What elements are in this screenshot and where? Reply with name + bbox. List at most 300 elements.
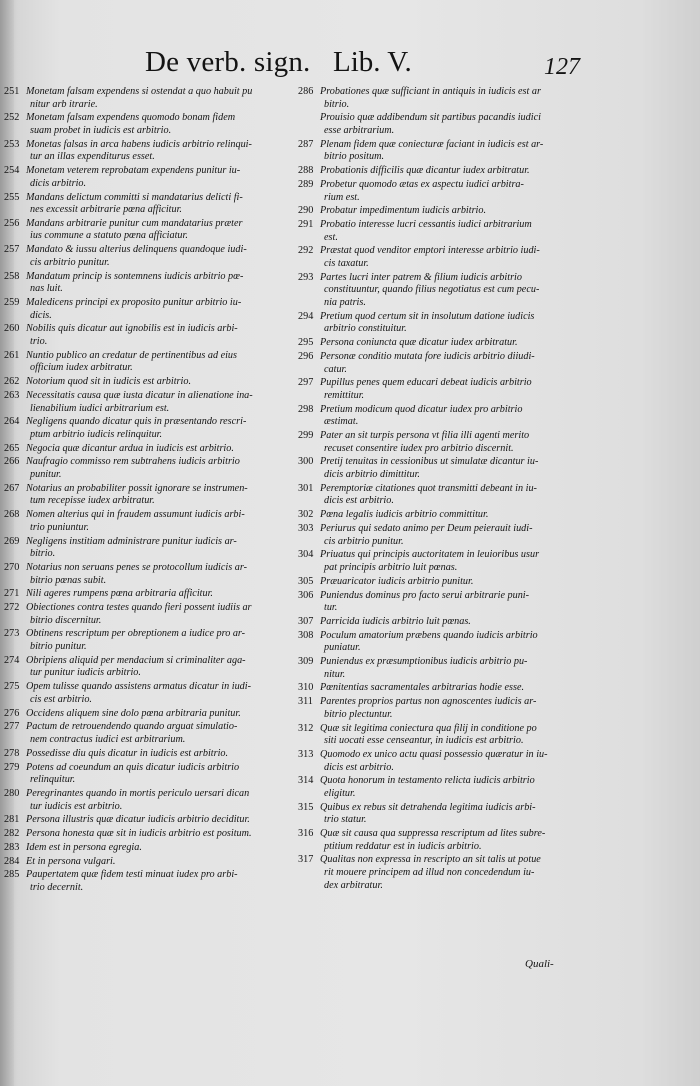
index-entry (4, 112, 296, 137)
entry-line (4, 856, 296, 869)
entry-text: Necessitatis causa quæ iusta dicatur in alienatione ina- (26, 389, 253, 401)
entry-line (298, 456, 583, 469)
entry-number: 257 (4, 244, 20, 256)
index-entry (4, 628, 296, 653)
entry-text: Prouisio quæ addibendum sit partibus pacandis iudici (320, 112, 541, 124)
entry-text: esse arbitrarium. (324, 124, 395, 136)
entry-text: Mandans arbitrarie punitur cum mandatarius præter (26, 217, 243, 229)
entry-number: 272 (4, 602, 20, 614)
entry-text: bitrio positum. (324, 151, 385, 163)
entry-line (4, 721, 296, 734)
entry-line (4, 139, 296, 152)
entry-line (4, 602, 296, 615)
index-entry (4, 588, 296, 601)
entry-text: Maledicens principi ex proposito punitur arbitrio iu- (26, 297, 242, 308)
entry-text: Monetam falsam expendens quomodo bonam fidem (26, 112, 236, 124)
entry-text: nia patris. (324, 297, 366, 308)
entry-text: bitrio. (30, 548, 56, 560)
entry-line (4, 218, 296, 231)
entry-line (4, 336, 296, 349)
entry-text: bitrio pœnas subit. (30, 574, 107, 586)
entry-number: 255 (4, 191, 20, 203)
entry-text: cis arbitrio punitur. (30, 256, 110, 268)
entry-number: 261 (4, 349, 20, 361)
entry-line (298, 125, 583, 138)
entry-text: nas luit. (30, 283, 63, 295)
entry-line (298, 245, 583, 258)
entry-text: Naufragio commisso rem subtrahens iudicis arbitrio (26, 456, 240, 468)
entry-number: 291 (298, 219, 314, 231)
entry-line (298, 536, 583, 549)
entry-text: Præstat quod venditor emptori interesse arbitrio iudi- (320, 245, 540, 257)
entry-line (4, 230, 296, 243)
entry-line (298, 788, 583, 801)
entry-line (4, 244, 296, 257)
entry-number: 264 (4, 416, 20, 428)
entry-line (298, 323, 583, 336)
entry-text: trio statur. (324, 814, 367, 826)
entry-line (4, 192, 296, 205)
entry-line (298, 669, 583, 682)
entry-line (4, 774, 296, 787)
entry-number: 263 (4, 389, 20, 401)
index-entry (298, 523, 583, 548)
index-entry (4, 536, 296, 561)
entry-text: Possedisse diu quis dicatur in iudicis est arbitrio. (26, 747, 229, 759)
entry-number: 304 (298, 549, 314, 561)
entry-line (298, 828, 583, 841)
entry-text: rit mouere principem ad illud non concedendum iu- (324, 867, 535, 879)
entry-line (4, 99, 296, 112)
entry-line (4, 257, 296, 270)
entry-number: 252 (4, 112, 20, 124)
entry-line (4, 708, 296, 721)
index-entry (4, 86, 296, 111)
entry-text: nitur. (324, 668, 346, 680)
index-entry (4, 192, 296, 217)
index-entry (4, 165, 296, 190)
entry-text: cis est arbitrio. (30, 693, 92, 705)
index-entry (4, 856, 296, 869)
entry-line (298, 86, 583, 99)
entry-line (298, 364, 583, 377)
entry-text: dicis arbitrio dimittitur. (324, 469, 420, 481)
entry-line (4, 350, 296, 363)
entry-number: 265 (4, 442, 20, 454)
index-entry (298, 509, 583, 522)
entry-text: trio. (30, 335, 48, 347)
entry-line (4, 509, 296, 522)
entry-line (4, 297, 296, 310)
index-entry (298, 86, 583, 111)
entry-number: 287 (298, 138, 314, 150)
index-entry (298, 139, 583, 164)
entry-line (4, 112, 296, 125)
entry-line (298, 297, 583, 310)
entry-line (298, 258, 583, 271)
entry-text: Pœnitentias sacramentales arbitrarias hodie esse. (320, 682, 525, 694)
entry-text: Occidens aliquem sine dolo pœna arbitraria punitur. (26, 707, 241, 719)
entry-text: Peremptoriæ citationes quot transmitti debeant in iu- (320, 482, 537, 494)
entry-text: Obripiens aliquid per mendacium si criminaliter aga- (26, 654, 246, 666)
entry-text: Quomodo ex unico actu quasi possessio quæratur in iu- (320, 748, 548, 760)
index-entry (298, 802, 583, 827)
entry-line (4, 310, 296, 323)
index-entry (298, 828, 583, 853)
entry-number: 292 (298, 245, 314, 257)
entry-number: 283 (4, 841, 20, 853)
entry-number: 262 (4, 376, 20, 388)
entry-text: Parentes proprios partus non agnoscentes iudicis ar- (320, 696, 537, 708)
index-column-right (298, 86, 583, 893)
entry-text: Pretium modicum quod dicatur iudex pro arbitrio (320, 403, 523, 415)
entry-line (4, 271, 296, 284)
entry-text: suam probet in iudicis est arbitrio. (30, 124, 172, 136)
index-entry (298, 682, 583, 695)
index-entry (4, 655, 296, 680)
entry-text: Parricida iudicis arbitrio luit pœnas. (320, 615, 471, 627)
entry-text: siti uocati esse censeantur, in iudicis est arbitrio. (324, 735, 524, 747)
entry-line (298, 165, 583, 178)
entry-line (298, 549, 583, 562)
index-entry (298, 112, 583, 137)
entry-line (298, 469, 583, 482)
entry-text: Obtinens rescriptum per obreptionem a iudice pro ar- (26, 628, 246, 640)
entry-number: 276 (4, 707, 20, 719)
entry-line (4, 456, 296, 469)
entry-text: nitur arb itrarie. (30, 98, 98, 110)
entry-line (4, 615, 296, 628)
entry-text: Priuatus qui principis auctoritatem in leuioribus usur (320, 549, 540, 561)
entry-line (298, 272, 583, 285)
entry-line (298, 696, 583, 709)
entry-text: Probatio interesse lucri cessantis iudici arbitrarium (320, 219, 532, 231)
entry-text: remittitur. (324, 389, 365, 401)
entry-line (298, 390, 583, 403)
index-entry (298, 404, 583, 429)
entry-text: Nobilis quis dicatur aut ignobilis est in iudicis arbi- (26, 323, 238, 335)
entry-text: Obiectiones contra testes quando fieri possent iudiis ar (26, 602, 252, 614)
index-entry (4, 376, 296, 389)
index-entry (4, 244, 296, 269)
entry-number: 309 (298, 656, 314, 668)
index-entry (298, 616, 583, 629)
entry-line (298, 337, 583, 350)
entry-text: Negligens institiam administrare punitur iudicis ar- (26, 535, 237, 547)
entry-line (4, 548, 296, 561)
index-entry (298, 696, 583, 721)
entry-line (4, 575, 296, 588)
entry-line (298, 404, 583, 417)
entry-text: Notarius non seruans penes se protocollum iudicis ar- (26, 561, 247, 573)
entry-text: relinquitur. (30, 774, 76, 786)
entry-number: 297 (298, 377, 314, 389)
entry-number: 289 (298, 178, 314, 190)
entry-text: Paupertatem quæ fidem testi minuat iudex pro arbi- (26, 869, 238, 881)
entry-line (298, 523, 583, 536)
entry-text: rium est. (324, 191, 360, 203)
index-entry (4, 869, 296, 894)
entry-line (4, 469, 296, 482)
entry-line (298, 590, 583, 603)
entry-text: constituuntur, quando filius negotiatus est cum pecu- (324, 284, 540, 296)
entry-line (298, 735, 583, 748)
entry-line (298, 723, 583, 736)
entry-text: cis taxatur. (324, 258, 369, 270)
entry-line (298, 205, 583, 218)
index-entry (298, 483, 583, 508)
entry-text: Quæ sit legitima coniectura qua filij in conditione po (320, 722, 537, 734)
index-entry (4, 350, 296, 375)
entry-number: 294 (298, 310, 314, 322)
entry-line (4, 323, 296, 336)
index-entry (298, 549, 583, 574)
index-entry (298, 179, 583, 204)
index-entry (4, 271, 296, 296)
index-entry (4, 721, 296, 746)
entry-number: 268 (4, 509, 20, 521)
entry-number: 273 (4, 628, 20, 640)
index-entry (298, 630, 583, 655)
entry-text: dicis est arbitrio. (324, 761, 394, 773)
entry-number: 306 (298, 589, 314, 601)
entry-number: 293 (298, 271, 314, 283)
entry-text: pat principis arbitrio luit pœnas. (324, 561, 458, 573)
index-entry (298, 430, 583, 455)
entry-line (298, 495, 583, 508)
entry-line (4, 869, 296, 882)
index-entry (4, 139, 296, 164)
entry-text: ptum arbitrio iudicis relinquitur. (30, 428, 163, 440)
entry-text: est. (324, 231, 338, 243)
entry-number: 308 (298, 629, 314, 641)
index-entry (298, 723, 583, 748)
entry-line (4, 178, 296, 191)
entry-line (298, 841, 583, 854)
entry-line (4, 495, 296, 508)
entry-line (298, 562, 583, 575)
entry-number: 295 (298, 337, 314, 349)
entry-line (298, 602, 583, 615)
entry-text: Mandatum princip is sontemnens iudicis arbitrio pœ- (26, 270, 244, 282)
entry-line (4, 125, 296, 138)
entry-line (4, 390, 296, 403)
entry-line (4, 655, 296, 668)
entry-line (4, 416, 296, 429)
entry-line (4, 842, 296, 855)
entry-line (298, 656, 583, 669)
entry-text: Pœna legalis iudicis arbitrio committitur. (320, 509, 489, 521)
entry-number: 310 (298, 682, 314, 694)
entry-text: tur punitur iudicis arbitrio. (30, 667, 141, 679)
entry-number: 305 (298, 575, 314, 587)
entry-number: 313 (298, 748, 314, 760)
entry-line (298, 311, 583, 324)
entry-line (298, 151, 583, 164)
entry-text: Periurus qui sedato animo per Deum peierauit iudi- (320, 522, 533, 534)
entry-text: Puniendus dominus pro facto serui arbitrarie puni- (320, 589, 530, 601)
entry-text: Pretij tenuitas in cessionibus ut simulatæ dicantur iu- (320, 456, 539, 468)
entry-text: bitrio. (324, 98, 350, 110)
entry-line (4, 628, 296, 641)
entry-line (298, 192, 583, 205)
entry-text: bitrio plectuntur. (324, 708, 393, 720)
entry-number: 258 (4, 270, 20, 282)
entry-number: 266 (4, 456, 20, 468)
entry-text: Poculum amatorium præbens quando iudicis arbitrio (320, 629, 538, 641)
entry-text: Persona coniuncta quæ dicatur iudex arbitratur. (320, 337, 518, 349)
entry-text: bitrio punitur. (30, 641, 87, 653)
entry-line (298, 509, 583, 522)
entry-number: 279 (4, 761, 20, 773)
entry-text: cis arbitrio punitur. (324, 535, 404, 547)
entry-line (298, 775, 583, 788)
index-entry (4, 456, 296, 481)
entry-text: nem contractus iudici est arbitrarium. (30, 733, 186, 745)
index-entry (298, 854, 583, 892)
entry-line (298, 219, 583, 232)
entry-text: recuset consentire iudex pro arbitrio discernit. (324, 442, 514, 454)
index-entry (4, 483, 296, 508)
entry-line (4, 204, 296, 217)
index-entry (4, 218, 296, 243)
entry-text: Persona illustris quæ dicatur iudicis arbitrio deciditur. (26, 814, 250, 826)
entry-number: 259 (4, 297, 20, 308)
entry-text: tum recepisse iudex arbitratur. (30, 495, 155, 507)
index-entry (298, 272, 583, 310)
running-title-left: De verb. sign. (145, 46, 311, 78)
entry-number: 282 (4, 828, 20, 840)
index-entry (4, 443, 296, 456)
entry-text: Pactum de retrouendendo quando arguat simulatio- (26, 721, 238, 733)
entry-text: Quota honorum in testamento relicta iudicis arbitrio (320, 775, 535, 787)
entry-text: Præuaricator iudicis arbitrio punitur. (320, 575, 474, 587)
index-entry (4, 416, 296, 441)
index-entry (4, 681, 296, 706)
entry-text: Notorium quod sit in iudicis est arbitrio. (26, 376, 191, 388)
entry-text: Pretium quod certum sit in insolutum datione iudicis (320, 310, 535, 322)
entry-line (298, 749, 583, 762)
entry-number: 278 (4, 747, 20, 759)
entry-line (298, 443, 583, 456)
index-entry (298, 656, 583, 681)
entry-number: 300 (298, 456, 314, 468)
entry-text: tur an illas expenditurus esset. (30, 151, 155, 163)
running-header (0, 44, 700, 88)
index-entry (298, 456, 583, 481)
entry-text: puniatur. (324, 642, 361, 654)
entry-number: 311 (298, 696, 313, 708)
entry-number: 290 (298, 205, 314, 217)
entry-line (298, 630, 583, 643)
entry-line (4, 814, 296, 827)
entry-number: 312 (298, 722, 314, 734)
entry-line (4, 801, 296, 814)
entry-text: Notarius an probabiliter possit ignorare se instrumen- (26, 482, 248, 494)
entry-line (4, 283, 296, 296)
entry-text: eligitur. (324, 787, 356, 799)
index-entry (298, 377, 583, 402)
index-entry (4, 842, 296, 855)
entry-number: 302 (298, 509, 314, 521)
entry-line (4, 748, 296, 761)
entry-line (298, 99, 583, 112)
entry-line (298, 880, 583, 893)
entry-text: Partes lucri inter patrem & filium iudicis arbitrio (320, 271, 522, 283)
entry-number: 284 (4, 855, 20, 867)
entry-text: dicis arbitrio. (30, 177, 87, 189)
entry-line (298, 616, 583, 629)
entry-text: æstimat. (324, 416, 359, 428)
entry-line (298, 284, 583, 297)
entry-number: 316 (298, 828, 314, 840)
entry-text: Plenam fidem quæ coniecturæ faciant in iudicis est ar- (320, 138, 544, 150)
entry-line (4, 788, 296, 801)
index-entry (298, 219, 583, 244)
entry-text: Quæ sit causa qua suppressa rescriptum ad lites subre- (320, 828, 546, 840)
index-entry (4, 828, 296, 841)
page-number: 127 (544, 54, 580, 80)
entry-text: tur. (324, 602, 338, 614)
index-entry (298, 311, 583, 336)
index-entry (298, 590, 583, 615)
entry-text: Negocia quæ dicantur ardua in iudicis est arbitrio. (26, 442, 234, 454)
entry-text: Monetas falsas in arca habens iudicis arbitrio relinqui- (26, 138, 252, 150)
entry-line (4, 376, 296, 389)
entry-line (298, 351, 583, 364)
entry-text: Probationes quæ sufficiant in antiquis in iudicis est ar (320, 86, 541, 97)
entry-line (4, 362, 296, 375)
entry-line (4, 734, 296, 747)
index-entry (298, 337, 583, 350)
entry-number: 301 (298, 482, 314, 494)
entry-line (298, 430, 583, 443)
entry-text: punitur. (30, 469, 62, 481)
entry-text: trio puniuntur. (30, 521, 89, 533)
entry-number: 281 (4, 814, 20, 826)
entry-number: 253 (4, 138, 20, 150)
entry-number: 296 (298, 350, 314, 362)
index-entry (298, 351, 583, 376)
index-entry (4, 748, 296, 761)
entry-line (4, 681, 296, 694)
entry-text: trio decernit. (30, 882, 84, 893)
entry-line (4, 536, 296, 549)
entry-line (298, 416, 583, 429)
entry-text: Negligens quando dicatur quis in præsentando rescri- (26, 416, 247, 428)
entry-line (298, 682, 583, 695)
catchword: Quali- (525, 958, 554, 970)
entry-line (4, 641, 296, 654)
entry-number: 314 (298, 775, 314, 787)
entry-text: Mandato & iussu alterius delinquens quandoque iudi- (26, 244, 247, 256)
entry-line (4, 667, 296, 680)
index-entry (298, 205, 583, 218)
entry-line (4, 882, 296, 895)
entry-line (4, 403, 296, 416)
entry-line (298, 179, 583, 192)
entry-line (298, 232, 583, 245)
entry-text: Qualitas non expressa in rescripto an sit talis ut potue (320, 854, 541, 866)
entry-number: 269 (4, 535, 20, 547)
entry-line (298, 854, 583, 867)
entry-text: arbitrio constituitur. (324, 323, 407, 335)
entry-line (298, 576, 583, 589)
entry-line (4, 588, 296, 601)
entry-text: Probatur impedimentum iudicis arbitrio. (320, 205, 487, 217)
entry-number: 274 (4, 654, 20, 666)
entry-line (298, 867, 583, 880)
